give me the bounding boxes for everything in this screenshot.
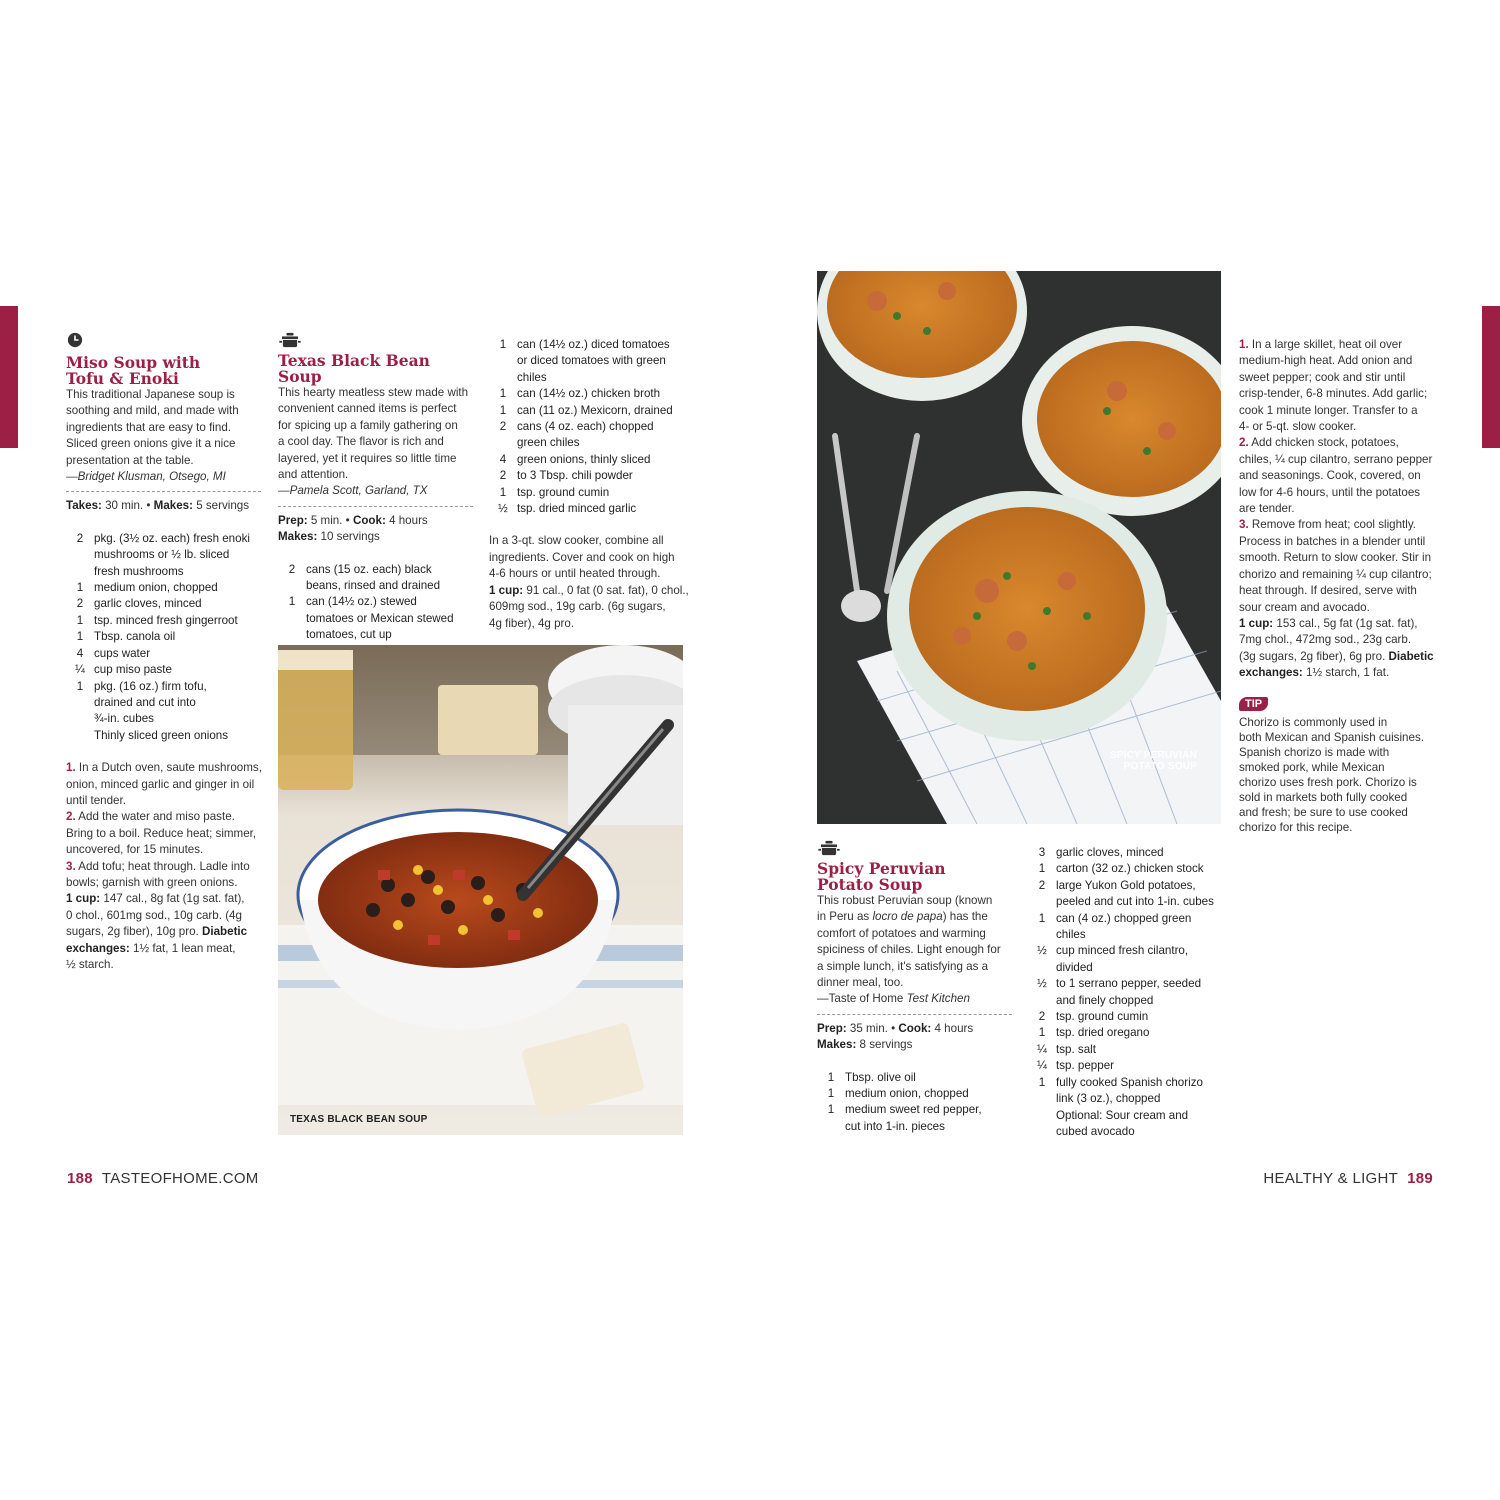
texas-recipe-continued: [489, 337, 689, 632]
texas-ingredients-a: [278, 562, 478, 644]
ingredient: 2 pkg. (3½ oz. each) fresh enoki mushrooms or ½ lb. sliced fresh mushrooms: [76, 531, 250, 578]
site-name: TASTEOFHOME.COM: [101, 1170, 259, 1187]
ingredient: 1 can (14½ oz.) stewed tomatoes or Mexican stewed tomatoes, cut up: [288, 595, 454, 642]
ingredient: ¼ tsp. pepper: [1037, 1059, 1115, 1073]
miso-intro: This traditional Japanese soup is soothing and mild, and made with ingredients that are easy to find. Sliced green onions give it a nice presentation at the table. —Bridget Klusman, Otsego, MI: [66, 388, 239, 484]
ingredient: 1 tsp. dried oregano: [1038, 1026, 1150, 1040]
texas-directions: In a 3-qt. slow cooker, combine all ingredients. Cover and cook on high 4-6 hours or until heated through. 1 cup: 91 cal., 0 fat (0 sat. fat), 0 chol., 609mg sod., 19g carb. (6g sugars, 4g fiber), 4g pro.: [489, 534, 689, 630]
ingredient: 1 can (14½ oz.) chicken broth: [499, 387, 661, 401]
ingredient: 2 to 3 Tbsp. chili powder: [499, 469, 633, 483]
page-number: 189: [1407, 1170, 1433, 1187]
photo-caption: SPICY PERUVIAN POTATO SOUP: [1109, 750, 1197, 772]
ingredient: 4 green onions, thinly sliced: [499, 452, 651, 466]
peruvian-ingredients-a: [817, 1070, 1017, 1136]
ingredient: 2 large Yukon Gold potatoes, peeled and cut into 1-in. cubes: [1038, 878, 1214, 909]
ingredient: 1 can (11 oz.) Mexicorn, drained: [499, 403, 673, 417]
divider: [817, 1014, 1012, 1015]
slow-cooker-icon: [817, 840, 841, 856]
right-section-tab: [1482, 306, 1500, 448]
tip-badge: TIP: [1239, 697, 1268, 711]
texas-meta: Prep: 5 min. • Cook: 4 hours Makes: 10 servings: [278, 513, 428, 544]
ingredient: 3 garlic cloves, minced: [1038, 846, 1164, 859]
ingredient: 1 medium onion, chopped: [827, 1087, 969, 1101]
ingredient: 2 tsp. ground cumin: [1038, 1010, 1149, 1024]
ingredient: 1 tsp. minced fresh gingerroot: [76, 613, 238, 627]
ingredient: 1 pkg. (16 oz.) firm tofu, drained and cut into ¾-in. cubes: [76, 679, 207, 726]
spicy-peruvian-potato-soup-photo: [817, 271, 1221, 824]
texas-black-bean-soup-photo: [278, 645, 683, 1135]
texas-ingredients-b: [489, 337, 689, 517]
ingredient: 1 medium onion, chopped: [76, 581, 218, 595]
peruvian-recipe: [817, 840, 1017, 1135]
peruvian-ingredients-b: [1028, 845, 1228, 1140]
ingredient: 4 cups water: [76, 646, 151, 660]
clock-icon: [66, 332, 84, 348]
ingredient: 2 cans (15 oz. each) black beans, rinsed and drained: [288, 562, 441, 593]
tip-box: [1239, 694, 1444, 835]
peruvian-intro: This robust Peruvian soup (known in Peru as locro de papa) has the comfort of potatoes and warming spiciness of chiles. Light enough for a simple lunch, it's satisfying as a dinner meal, too. —Taste of Home Test Kitchen: [817, 894, 1001, 1006]
page-number: 188: [67, 1170, 93, 1187]
ingredient: Optional: Sour cream and cubed avocado: [1056, 1108, 1189, 1138]
ingredient: 1 can (14½ oz.) diced tomatoes or diced tomatoes with green chiles: [499, 338, 670, 384]
section-name: HEALTHY & LIGHT: [1263, 1170, 1399, 1187]
peruvian-directions: 1. In a large skillet, heat oil over medium-high heat. Add onion and sweet pepper; cook and stir until crisp-tender, 6-8 minutes. Add garlic; cook 1 minute longer. Transfer to a 4- or 5-qt. slow cooker. 2. Add chicken stock, potatoes, chiles, ¼ cup cilantro, serrano pepper and seasonings. Cook, covered, on low for 4-6 hours, until the potatoes are tender. 3. Remove from heat; cool slightly. Process in batches in a blender until smooth. Return to slow cooker. Stir in chorizo and remaining ¼ cup cilantro; heat through. If desired, serve with sour cream and avocado. 1 cup: 153 cal., 5g fat (1g sat. fat), 7mg chol., 472mg sod., 23g carb. (3g sugars, 2g fiber), 6g pro. Diabetic exchanges: 1½ starch, 1 fat. TIP Chorizo is commonly used in both Mexican and Spanish cuisines. Spanish chorizo is made with smoked pork, while Mexican chorizo uses fresh pork. Chorizo is sold in markets both fully cooked and fresh; be sure to use cooked chorizo for this recipe.: [1239, 337, 1444, 835]
miso-title: Miso Soup with Tofu & Enoki: [66, 353, 201, 388]
ingredient: 2 garlic cloves, minced: [76, 597, 202, 611]
ingredient: 2 cans (4 oz. each) chopped green chiles: [499, 420, 654, 450]
peruvian-title: Spicy Peruvian Potato Soup: [817, 859, 946, 894]
divider: [66, 491, 261, 492]
ingredient: ¼ tsp. salt: [1037, 1042, 1096, 1056]
right-footer: [1263, 1170, 1433, 1187]
texas-title: Texas Black Bean Soup: [278, 351, 430, 386]
ingredient: 1 Tbsp. olive oil: [827, 1070, 916, 1084]
ingredient: Thinly sliced green onions: [94, 728, 229, 742]
ingredient: 1 carton (32 oz.) chicken stock: [1038, 862, 1204, 876]
photo-caption: TEXAS BLACK BEAN SOUP: [290, 1114, 428, 1125]
slow-cooker-icon: [278, 332, 302, 348]
ingredient: ½ tsp. dried minced garlic: [498, 502, 637, 516]
ingredient: 1 medium sweet red pepper, cut into 1-in. pieces: [827, 1103, 982, 1133]
miso-recipe: [66, 332, 266, 973]
ingredient: ¼ cup miso paste: [75, 663, 172, 677]
ingredient: 1 Tbsp. canola oil: [76, 630, 176, 644]
ingredient: 1 can (4 oz.) chopped green chiles: [1038, 911, 1192, 942]
peruvian-meta: Prep: 35 min. • Cook: 4 hours Makes: 8 servings: [817, 1021, 974, 1052]
texas-intro: This hearty meatless stew made with convenient canned items is perfect for spicing up a family gathering on a cool day. The flavor is rich and layered, yet it requires so little time and attention. —Pamela Scott, Garland, TX: [278, 386, 469, 498]
miso-ingredients: [66, 531, 266, 744]
divider: [278, 506, 473, 507]
tip-text: Chorizo is commonly used in both Mexican and Spanish cuisines. Spanish chorizo is made with smoked pork, while Mexican chorizo uses fresh pork. Chorizo is sold in markets both fully cooked and fresh; be sure to use cooked chorizo for this recipe.: [1239, 715, 1424, 834]
left-section-tab: [0, 306, 18, 448]
miso-meta: Takes: 30 min. • Makes: 5 servings: [66, 499, 250, 513]
ingredient: ½ to 1 serrano pepper, seeded and finely chopped: [1037, 977, 1202, 1007]
ingredient: 1 fully cooked Spanish chorizo link (3 oz.), chopped: [1038, 1075, 1203, 1106]
texas-recipe: [278, 332, 478, 644]
left-footer: [67, 1170, 259, 1187]
ingredient: 1 tsp. ground cumin: [499, 485, 610, 499]
ingredient: ½ cup minced fresh cilantro, divided: [1037, 944, 1189, 974]
miso-directions: 1. In a Dutch oven, saute mushrooms, onion, minced garlic and ginger in oil until tender. 2. Add the water and miso paste. Bring to a boil. Reduce heat; simmer, uncovered, for 15 minutes. 3. Add tofu; heat through. Ladle into bowls; garnish with green onions. 1 cup: 147 cal., 8g fat (1g sat. fat), 0 chol., 601mg sod., 10g carb. (4g sugars, 2g fiber), 10g pro. Diabetic exchanges: 1½ fat, 1 lean meat, ½ starch.: [66, 761, 262, 971]
